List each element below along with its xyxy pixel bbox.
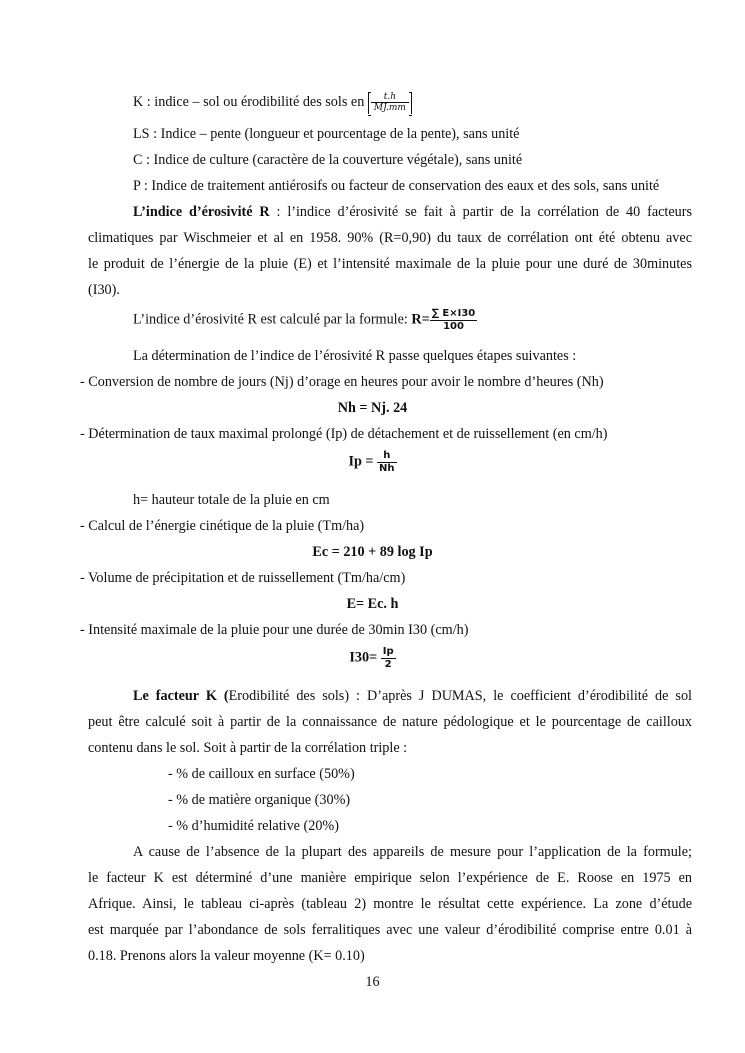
k-paragraph-line-2: peut être calculé soit à partir de la connaissance de nature pédologique et le pourcentage de cailloux [88,714,692,730]
step-3: - Calcul de l’énergie cinétique de la pluie (Tm/ha) [80,518,365,534]
last-paragraph-line-5: 0.18. Prenons alors la valeur moyenne (K= 0.10) [88,948,365,964]
k-paragraph-line-1: Le facteur K (Erodibilité des sols) : D’après J DUMAS, le coefficient d’érodibilité de sol [133,688,692,704]
last-paragraph-line-2: le facteur K est déterminé d’une manière empirique selon l’expérience de E. Roose en 1975 en [88,870,692,886]
r-formula-line: L’indice d’érosivité R est calculé par la formule: R= $\frac{\sum E\times I30}{100}$ [133,308,476,332]
step-1: - Conversion de nombre de jours (Nj) d’orage en heures pour avoir le nombre d’heures (Nh) [80,374,604,390]
r-paragraph-line-3: le produit de l’énergie de la pluie (E) et l’intensité maximale de la pluie pour une duré de 30minutes [88,256,692,272]
list-item-matiere-organique: - % de matière organique (30%) [168,792,351,808]
p-definition: P : Indice de traitement antiérosifs ou facteur de conservation des eaux et des sols, sans unité [133,178,660,194]
step-5: - Intensité maximale de la pluie pour une durée de 30min I30 (cm/h) [80,622,469,638]
r-paragraph-line-1: L’indice d’érosivité R : l’indice d’érosivité se fait à partir de la corrélation de 40 facteurs [133,204,692,220]
last-paragraph-line-1: A cause de l’absence de la plupart des appareils de mesure pour l’application de la formule; [133,844,692,860]
r-formula-fraction: $\frac{\sum E\times I30}{100}$ [431,308,476,332]
step-2: - Détermination de taux maximal prolongé (Ip) de détachement et de ruissellement (en cm/h) [80,426,608,442]
page-number: 16 [365,974,380,990]
equation-ip: Ip = $\frac{h}{Nh}$ [348,450,395,474]
r-steps-intro: La détermination de l’indice de l’érosivité R passe quelques étapes suivantes : [133,348,577,364]
k-paragraph-line-3: contenu dans le sol. Soit à partir de la corrélation triple : [88,740,408,756]
k-unit-bracket [368,92,412,114]
k-definition: K : indice – sol ou érodibilité des sols en $\frac{t.h}{MJ.mm}$ [133,92,412,114]
list-item-cailloux: - % de cailloux en surface (50%) [168,766,355,782]
r-section-title: L’indice d’érosivité R [133,204,270,220]
ls-definition: LS : Indice – pente (longueur et pourcentage de la pente), sans unité [133,126,520,142]
ip-fraction: $\frac{h}{Nh}$ [379,450,395,474]
last-paragraph-line-4: est marquée par l’abondance de sols ferralitiques avec une valeur d’érodibilité comprise entre 0.01 à [88,922,692,938]
k-unit-fraction: $\frac{t.h}{MJ.mm}$ [371,92,409,114]
c-definition: C : Indice de culture (caractère de la couverture végétale), sans unité [133,152,523,168]
equation-i30: I30= $\frac{Ip}{2}$ [349,646,394,670]
i30-fraction: $\frac{Ip}{2}$ [382,646,394,670]
r-paragraph-line-2: climatiques par Wischmeier et al en 1958. 90% (R=0,90) du taux de corrélation ont été obtenu avec [88,230,692,246]
equation-e: E= Ec. h [346,596,399,612]
k-section-title: Le facteur K ( [133,688,229,704]
step-4: - Volume de précipitation et de ruissellement (Tm/ha/cm) [80,570,406,586]
equation-nh: Nh = Nj. 24 [337,400,408,416]
equation-ec: Ec = 210 + 89 log Ip [312,544,433,560]
h-definition: h= hauteur totale de la pluie en cm [133,492,330,508]
last-paragraph-line-3: Afrique. Ainsi, le tableau ci-après (tableau 2) montre le résultat cette expérience. La zone d’étude [88,896,692,912]
list-item-humidite: - % d’humidité relative (20%) [168,818,339,834]
r-paragraph-line-4: (I30). [88,282,120,298]
